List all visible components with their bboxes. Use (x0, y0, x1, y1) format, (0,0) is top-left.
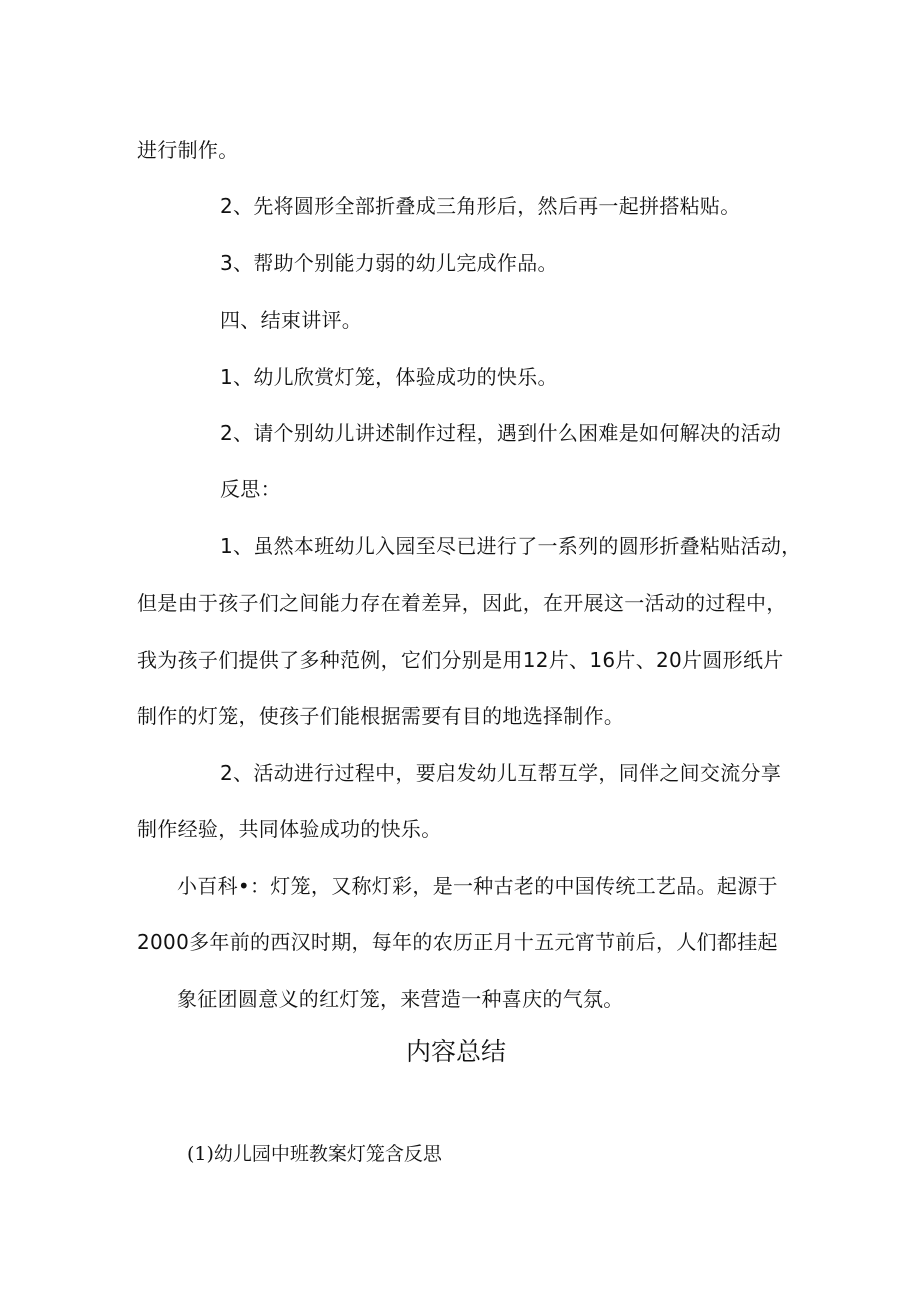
summary-item: (1)幼儿园中班教案灯笼含反思 (187, 1143, 442, 1165)
paragraph-line: 象征团圆意义的红灯笼，来营造一种喜庆的气氛。 (177, 987, 624, 1011)
paragraph-line: 1、幼儿欣赏灯笼，体验成功的快乐。 (220, 365, 558, 389)
section-heading: 反思： (220, 477, 281, 501)
paragraph-line: 我为孩子们提供了多种范例，它们分别是用12片、16片、20片圆形纸片 (137, 648, 784, 672)
paragraph-line: 2000多年前的西汉时期，每年的农历正月十五元宵节前后，人们都挂起 (137, 930, 778, 954)
paragraph-line: 2、活动进行过程中，要启发幼儿互帮互学，同伴之间交流分享 (220, 761, 782, 785)
paragraph-line: 1、虽然本班幼儿入园至尽已进行了一系列的圆形折叠粘贴活动， (220, 534, 802, 558)
paragraph-line: 但是由于孩子们之间能力存在着差异，因此，在开展这一活动的过程中， (137, 591, 787, 615)
section-heading: 四、结束讲评。 (220, 308, 363, 332)
paragraph-line: 制作的灯笼，使孩子们能根据需要有目的地选择制作。 (137, 704, 625, 728)
paragraph-line: 2、请个别幼儿讲述制作过程，遇到什么困难是如何解决的活动 (220, 421, 782, 445)
paragraph-line: 2、先将圆形全部折叠成三角形后，然后再一起拼搭粘贴。 (220, 194, 741, 218)
paragraph-line: 进行制作。 (137, 138, 239, 162)
paragraph-line: 小百科•：灯笼，又称灯彩，是一种古老的中国传统工艺品。起源于 (177, 874, 778, 898)
paragraph-line: 制作经验，共同体验成功的快乐。 (137, 817, 442, 841)
summary-heading: 内容总结 (406, 1037, 507, 1066)
paragraph-line: 3、帮助个别能力弱的幼儿完成作品。 (220, 251, 558, 275)
